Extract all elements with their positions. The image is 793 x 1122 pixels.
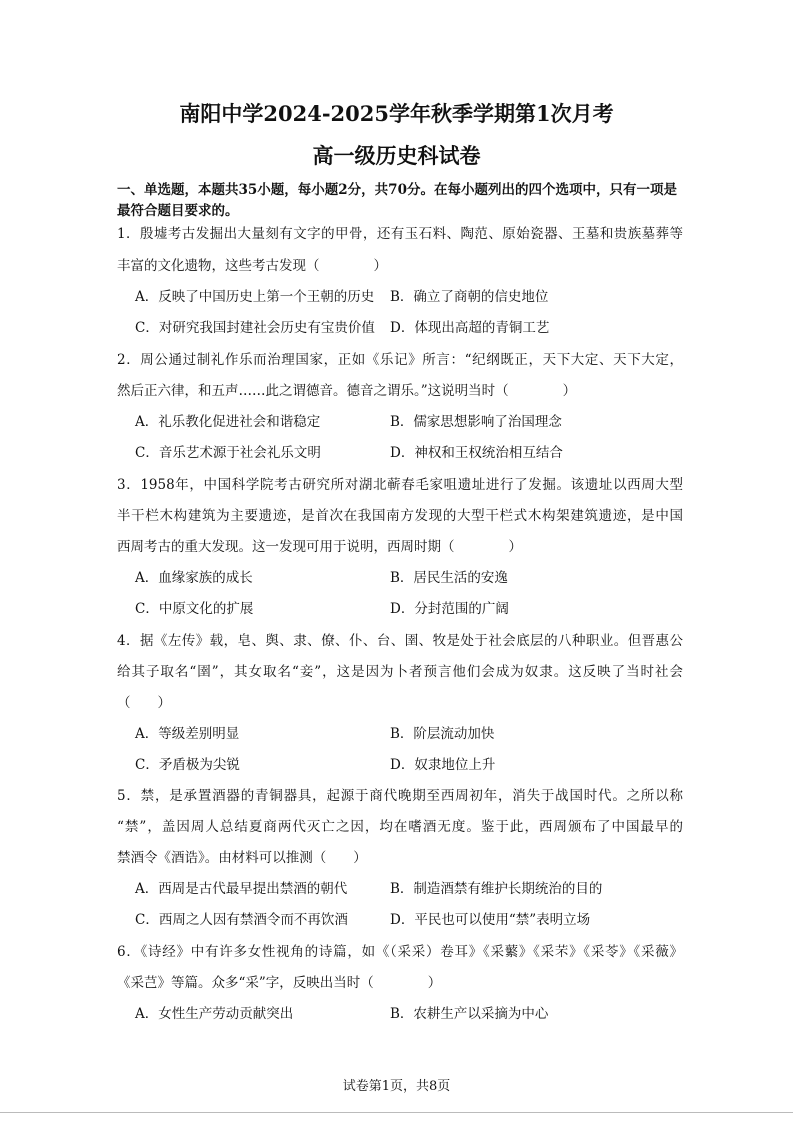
question-1-option-c: C．对研究我国封建社会历史有宝贵价值: [135, 320, 375, 336]
question-3-line-1: 3．1958年，中国科学院考古研究所对湖北蕲春毛家咀遗址进行了发掘。该遗址以西周大型: [117, 477, 683, 493]
question-5-line-3: 禁酒令《酒诰》。由材料可以推测（ ）: [117, 850, 367, 866]
question-4-option-d: D．奴隶地位上升: [390, 757, 496, 773]
question-1-line-2: 丰富的文化遗物，这些考古发现（ ）: [117, 258, 387, 274]
question-1-line-1: 1．殷墟考古发掘出大量刻有文字的甲骨，还有玉石料、陶范、原始瓷器、王墓和贵族墓葬等: [117, 226, 683, 242]
question-3-line-2: 半干栏木构建筑为主要遗迹，是首次在我国南方发现的大型干栏式木构架建筑遗迹，是中国: [117, 508, 683, 524]
question-2-option-c: C．音乐艺术源于社会礼乐文明: [135, 445, 321, 461]
question-2-line-2: 然后正六律，和五声……此之谓德音。德音之谓乐。”这说明当时（ ）: [117, 383, 577, 399]
question-6-line-1: 6．《诗经》中有许多女性视角的诗篇，如《（采采）卷耳》《采蘩》《采芣》《采苓》《采薇》: [117, 944, 683, 960]
question-3-option-d: D．分封范围的广阔: [390, 601, 509, 617]
question-6-option-b: B．农耕生产以采摘为中心: [390, 1006, 549, 1022]
page-bottom-divider: [0, 1112, 793, 1113]
question-4-option-a: A．等级差别明显: [135, 726, 240, 742]
exam-subtitle: 高一级历史科试卷: [312, 143, 481, 168]
question-6-option-a: A．女性生产劳动贡献突出: [135, 1006, 294, 1022]
exam-title: 南阳中学2024-2025学年秋季学期第1次月考: [179, 101, 614, 126]
question-5-option-b: B．制造酒禁有维护长期统治的目的: [390, 881, 603, 897]
question-3-option-b: B．居民生活的安逸: [390, 570, 508, 586]
question-5-line-1: 5．禁，是承置酒器的青铜器具，起源于商代晚期至西周初年，消失于战国时代。之所以称: [117, 788, 683, 804]
question-2-option-d: D．神权和王权统治相互结合: [390, 445, 563, 461]
question-5-option-a: A．西周是古代最早提出禁酒的朝代: [135, 881, 348, 897]
question-5-option-c: C．西周之人因有禁酒令而不再饮酒: [135, 912, 348, 928]
question-4-line-2: 给其子取名“圉”，其女取名“妾”，这是因为卜者预言他们会成为奴隶。这反映了当时社会: [117, 664, 683, 680]
question-2-option-b: B．儒家思想影响了治国理念: [390, 414, 562, 430]
question-4-option-c: C．矛盾极为尖锐: [135, 757, 240, 773]
question-1-option-b: B．确立了商朝的信史地位: [390, 289, 549, 305]
question-3-option-a: A．血缘家族的成长: [135, 570, 253, 586]
question-5-line-2: “禁”，盖因周人总结夏商两代灭亡之因，均在嗜酒无度。鉴于此，西周颁布了中国最早的: [117, 819, 683, 835]
question-2-option-a: A．礼乐教化促进社会和谐稳定: [135, 414, 321, 430]
question-5-option-d: D．平民也可以使用“禁”表明立场: [390, 912, 591, 928]
question-1-option-d: D．体现出高超的青铜工艺: [390, 320, 550, 336]
question-3-option-c: C．中原文化的扩展: [135, 601, 254, 617]
question-6-line-2: 《采芑》等篇。众多“采”字，反映出当时（ ）: [117, 975, 442, 991]
page-number: 试卷第1页，共8页: [342, 1079, 451, 1094]
question-2-line-1: 2．周公通过制礼作乐而治理国家，正如《乐记》所言：“纪纲既正，天下大定、天下大定，: [117, 352, 683, 368]
question-1-option-a: A．反映了中国历史上第一个王朝的历史: [135, 289, 375, 305]
section-heading: 一、单选题，本题共35小题，每小题2分，共70分。在每小题列出的四个选项中，只有一项是最符合题目要求的。: [117, 182, 677, 219]
question-4-line-3: （ ）: [117, 695, 171, 711]
question-4-option-b: B．阶层流动加快: [390, 726, 495, 742]
question-3-line-3: 西周考古的重大发现。这一发现可用于说明，西周时期（ ）: [117, 539, 522, 555]
question-4-line-1: 4．据《左传》载，皂、舆、隶、僚、仆、台、圉、牧是处于社会底层的八种职业。但晋惠公: [117, 633, 683, 649]
